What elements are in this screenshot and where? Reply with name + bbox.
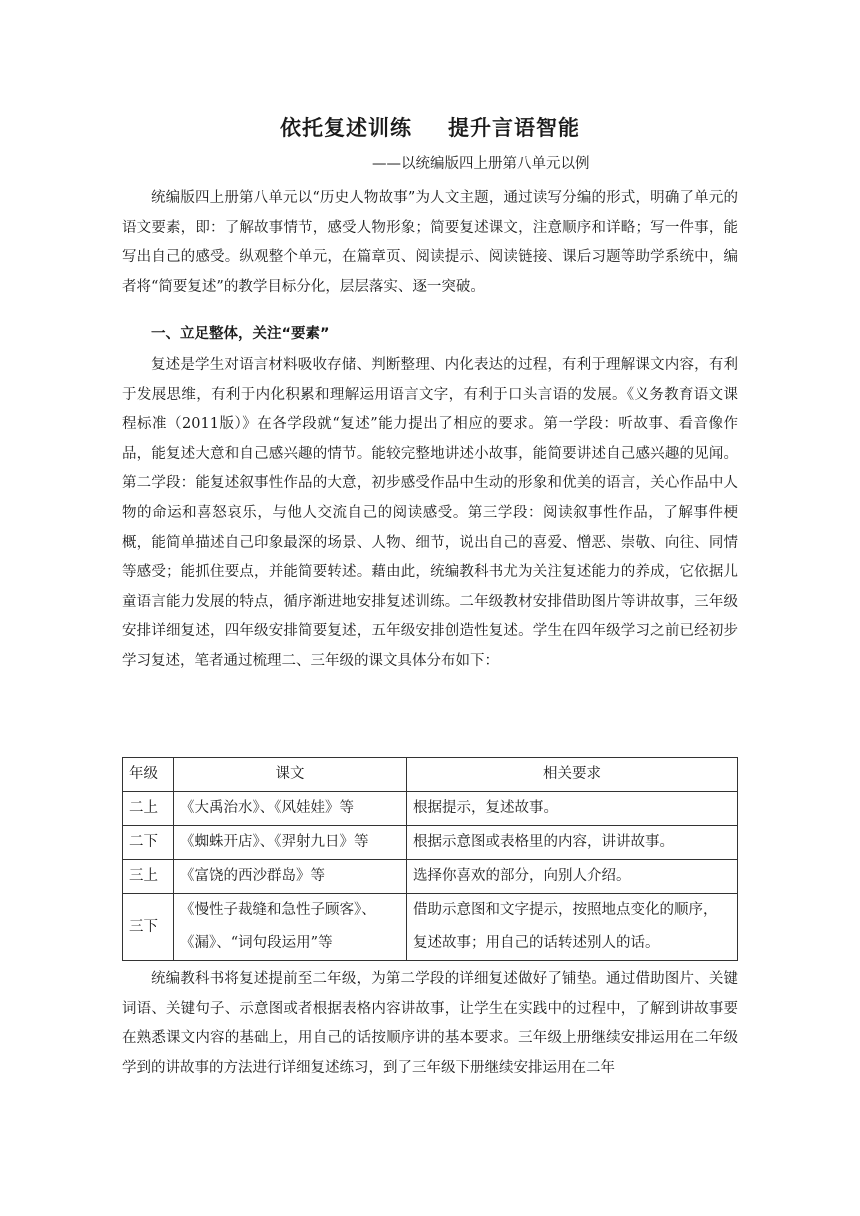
cell-requirements: [407, 894, 738, 961]
cell-grade: 三下: [123, 894, 174, 961]
cell-requirements: 选择你喜欢的部分，向别人介绍。: [407, 860, 738, 894]
cell-grade: 三上: [123, 860, 174, 894]
cell-texts-line-2: 《漏》、“词句段运用”等: [180, 935, 333, 951]
cell-grade: 二下: [123, 826, 174, 860]
table-row: [123, 894, 738, 961]
cell-req-line-1: 借助示意图和文字提示，按照地点变化的顺序，: [413, 902, 718, 918]
cell-grade: 二上: [123, 792, 174, 826]
document-title: [0, 112, 860, 142]
title-part-2: 提升言语智能: [448, 116, 580, 140]
table-row: [123, 792, 738, 826]
after-table-paragraph: 统编教科书将复述提前至二年级，为第二学段的详细复述做好了铺垫。通过借助图片、关键词语、关键句子、示意图或者根据表格内容讲故事，让学生在实践中的过程中，了解到讲故事要在熟悉课文内容的基础上，用自己的话按顺序讲的基本要求。三年级上册继续安排运用在二年级学到的讲故事的方法进行详细复述练习，到了三年级下册继续安排运用在二年: [122, 971, 738, 1076]
table-row: [123, 860, 738, 894]
cell-req-line-2: 复述故事；用自己的话转述别人的话。: [413, 935, 660, 951]
cell-texts: [174, 894, 407, 961]
header-grade: 年级: [123, 758, 174, 792]
cell-texts: 《富饶的西沙群岛》等: [174, 860, 407, 894]
title-part-1: 依托复述训练: [280, 116, 412, 140]
cell-requirements: 根据示意图或表格里的内容，讲讲故事。: [407, 826, 738, 860]
section-1-heading: 一、立足整体，关注“要素”: [151, 326, 330, 342]
cell-texts: 《大禹治水》、《风娃娃》等: [174, 792, 407, 826]
table-header-row: [123, 758, 738, 792]
retelling-requirements-table: [122, 757, 738, 961]
section-1-body: 复述是学生对语言材料吸收存储、判断整理、内化表达的过程，有利于理解课文内容，有利于发展思维，有利于内化积累和理解运用语言文字，有利于口头言语的发展。《义务教育语文课程标准（2011版）》在各学段就“复述”能力提出了相应的要求。第一学段：听故事、看音像作品，能复述大意和自己感兴趣的情节。能较完整地讲述小故事，能简要讲述自己感兴趣的见闻。第二学段：能复述叙事性作品的大意，初步感受作品中生动的形象和优美的语言，关心作品中人物的命运和喜怒哀乐，与他人交流自己的阅读感受。第三学段：阅读叙事性作品，了解事件梗概，能简单描述自己印象最深的场景、人物、细节，说出自己的喜爱、憎恶、崇敬、向往、同情等感受；能抓住要点，并能简要转述。藉由此，统编教科书尤为关注复述能力的养成，它依据儿童语言能力发展的特点，循序渐进地安排复述训练。二年级教材安排借助图片等讲故事，三年级安排详细复述，四年级安排简要复述，五年级安排创造性复述。学生在四年级学习之前已经初步学习复述，笔者通过梳理二、三年级的课文具体分布如下：: [122, 357, 738, 669]
table-row: [123, 826, 738, 860]
header-texts: 课文: [174, 758, 407, 792]
cell-texts: 《蜘蛛开店》、《羿射九日》等: [174, 826, 407, 860]
cell-requirements: 根据提示，复述故事。: [407, 792, 738, 826]
cell-texts-line-1: 《慢性子裁缝和急性子顾客》、: [180, 902, 376, 918]
document-subtitle: ——以统编版四上册第八单元以例: [372, 156, 590, 172]
header-requirements: 相关要求: [407, 758, 738, 792]
intro-paragraph: 统编版四上册第八单元以“历史人物故事”为人文主题，通过读写分编的形式，明确了单元的语文要素，即：了解故事情节，感受人物形象；简要复述课文，注意顺序和详略；写一件事，能写出自己的感受。纵观整个单元，在篇章页、阅读提示、阅读链接、课后习题等助学系统中，编者将“简要复述”的教学目标分化，层层落实、逐一突破。: [122, 190, 738, 295]
